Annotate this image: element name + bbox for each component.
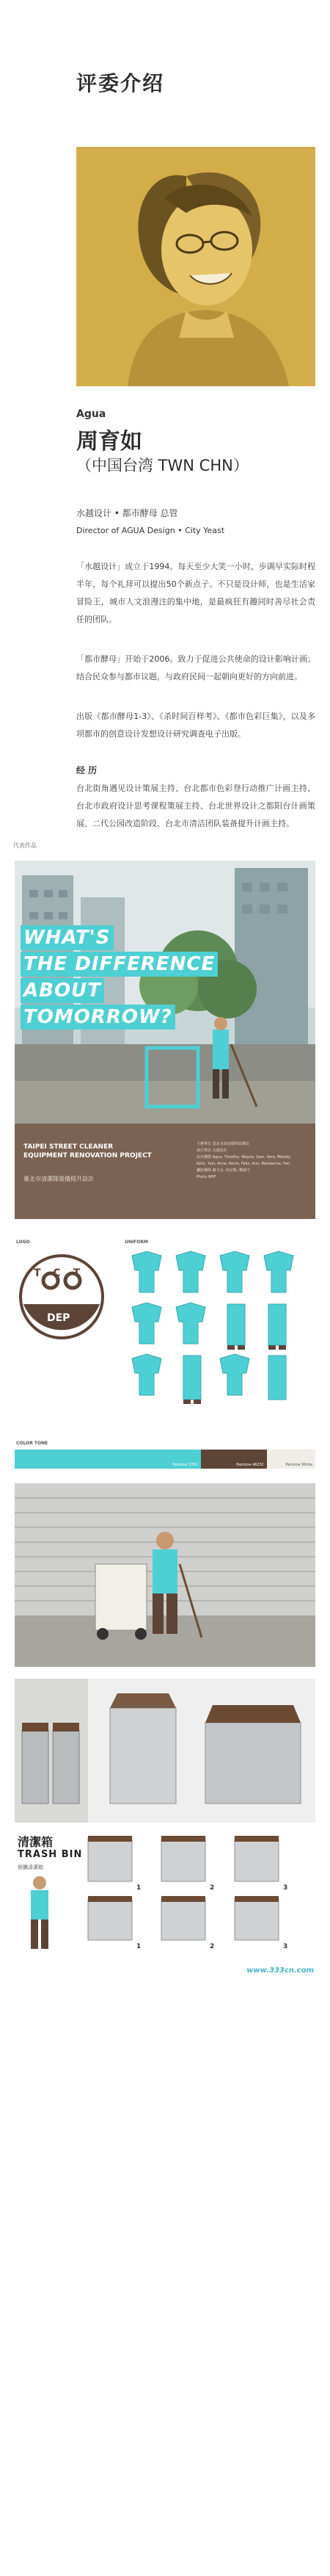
- poster-credit-line: 攝影團隊 蘇文良, 林宗敬, 鄭鴻宇: [197, 1168, 250, 1173]
- color-swatch: [201, 1450, 267, 1469]
- bins-photo: [15, 1679, 315, 1823]
- trash-bin-panel: [15, 1828, 315, 1955]
- uniform-grid: [125, 1248, 314, 1428]
- judge-name-en: Agua: [76, 408, 106, 420]
- experience-cn-text: 台北街角遇见设计策展主持、台北都市色彩登行动推广计画主持、台北市政府设计思考课程策展主持、台北世界设计之都阳台计画策展、二代公园改造阶段、台北市清洁团队装备提升计画主持。: [76, 784, 315, 828]
- bin-step-number: 3: [283, 1884, 288, 1892]
- en-anchor: [76, 815, 315, 816]
- dep-logo-icon: [18, 1253, 106, 1341]
- poster-headline-line: THE DIFFERENCE: [21, 952, 218, 977]
- poster-credit-line: 主辦單位 臺北市政府環境保護局: [197, 1142, 249, 1146]
- poster-headline-line: ABOUT: [21, 978, 104, 1003]
- portrait-image: [76, 147, 315, 386]
- bin-step-number: 1: [136, 1884, 142, 1892]
- poster-project-cn: 臺北市清潔隊裝備提升設計: [23, 1176, 94, 1182]
- color-swatch: [267, 1450, 315, 1469]
- bin-step-number: 3: [283, 1943, 288, 1950]
- logo-text: DEP: [47, 1312, 70, 1324]
- bins-photo-image: [15, 1679, 315, 1823]
- judge-role-en: Director of AGUA Design • City Yeast: [76, 526, 225, 535]
- bin-step-number: 2: [210, 1884, 215, 1892]
- bio-cn-paragraph: 「都市酵母」开始于2006。致力于促进公共使命的设计影响计画；结合民众参与都市议题，与政府民间一起朝向更好的方向前进。: [76, 654, 315, 681]
- poster-credit-line: Photo WIIF: [197, 1175, 216, 1179]
- color-swatch-label: Pantone White: [285, 1463, 312, 1467]
- site-watermark: www.333cn.com: [246, 1967, 314, 1975]
- bio-cn-paragraph: 「水越设计」成立于1994。每天至少大笑一小时，步调早实际时程半年，每个礼拜可以提出50个新点子。不只是设计师，也是生活家冒险王，城市人文浪漫注的集中地，是最疯狂有趣同时善尽社会责任的团队。: [76, 562, 315, 624]
- bin-figure-icon: [18, 1874, 62, 1953]
- identity-panel: [15, 1240, 315, 1432]
- poster-headline-line: WHAT'S: [21, 925, 114, 950]
- trash-bin-title-en: TRASH BIN: [18, 1849, 83, 1860]
- color-tone-label: COLOR TONE: [16, 1441, 48, 1446]
- color-swatch-label: Pantone 325C: [172, 1463, 199, 1467]
- bin-steps-illustration: [73, 1831, 312, 1953]
- works-label: 代表作品: [13, 842, 37, 849]
- trash-bin-title-cn: 清潔箱: [18, 1835, 54, 1849]
- poster-headline-line: TOMORROW?: [21, 1005, 175, 1030]
- color-swatch-label: Pantone 4625C: [236, 1463, 265, 1467]
- work-poster: [15, 861, 315, 1219]
- section-title: 评委介绍: [76, 71, 165, 95]
- poster-credit-line: Kelly, Yuki, Anne, Kevin, Felix, Ann, Mandarine, Fen: [197, 1162, 290, 1166]
- judge-name-cn: 周育如: [76, 429, 142, 455]
- judge-region: （中国台湾 TWN CHN）: [76, 457, 249, 474]
- trash-bin-subtitle: 便攜清潔箱: [18, 1864, 43, 1870]
- cleaner-photo: [15, 1483, 315, 1667]
- bio-cn-paragraph: 出版《都市酵母1-3》、《杀时间百样考》、《都市色彩巨集》，以及多项都市的创意设计发想设计研究调查电子出版。: [76, 712, 315, 739]
- poster-credits: [197, 1141, 307, 1181]
- color-swatch-row: [15, 1450, 315, 1469]
- bin-step-number: 1: [136, 1943, 142, 1950]
- judge-portrait: [76, 147, 315, 386]
- poster-project-en: TAIPEI STREET CLEANER EQUIPMENT RENOVATION PROJECT: [23, 1143, 152, 1159]
- color-tone-bar: [15, 1450, 315, 1469]
- cleaner-photo-image: [15, 1483, 315, 1667]
- bin-step-number: 2: [210, 1943, 215, 1950]
- judge-role-cn: 水越设计 • 都市酵母 总管: [76, 508, 178, 518]
- logo-mark: T C T: [34, 1267, 85, 1279]
- experience-cn-heading: 经 历: [76, 765, 98, 775]
- uniform-label: UNIFORM: [125, 1240, 148, 1245]
- logo-label: LOGO: [16, 1240, 30, 1245]
- poster-credit-line: 設計團隊 Agua, Timothy, Wayne, Sam, Vera, Melody,: [197, 1155, 292, 1159]
- poster-credit-line: 執行單位 水越設計: [197, 1148, 227, 1153]
- color-swatch: [15, 1450, 201, 1469]
